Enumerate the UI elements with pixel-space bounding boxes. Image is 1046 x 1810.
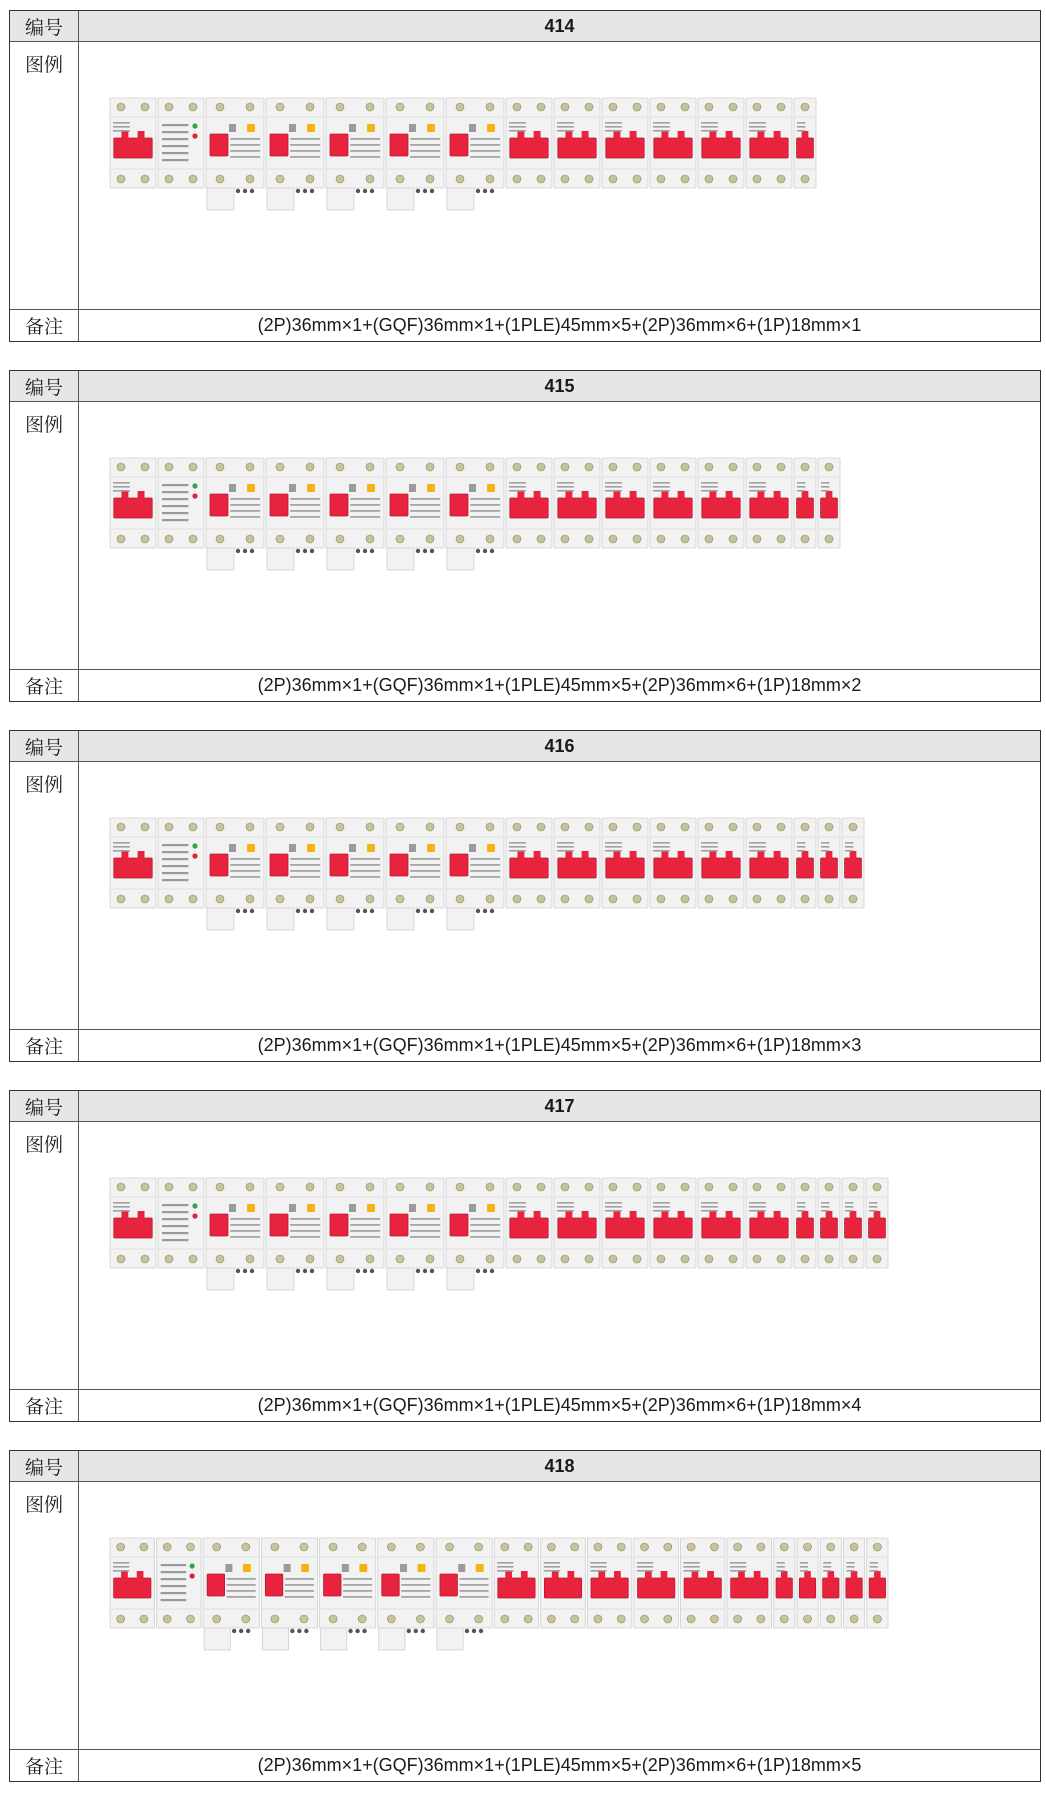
breaker-module-1p: [794, 1178, 816, 1268]
number-label: 编号: [10, 1451, 79, 1482]
remark-label: 备注: [10, 1750, 79, 1781]
breaker-module-1ple: [203, 1538, 259, 1650]
breaker-module-1ple: [386, 818, 444, 930]
breaker-module-1p: [842, 818, 864, 908]
module-row: [110, 1178, 888, 1290]
breaker-module-1p: [820, 1538, 841, 1628]
breaker-module-2p: [634, 1538, 679, 1628]
breaker-module-1ple: [446, 98, 504, 210]
breaker-module-1ple: [206, 1178, 264, 1290]
breaker-diagram: [79, 1482, 1040, 1750]
breaker-module-2p: [650, 98, 696, 188]
breaker-module-1ple: [446, 458, 504, 570]
breaker-module-gqf: [158, 1178, 204, 1268]
spec-table: [9, 370, 1041, 702]
breaker-module-1ple: [386, 458, 444, 570]
breaker-module-gqf: [157, 1538, 202, 1628]
number-label: 编号: [10, 1091, 79, 1122]
breaker-module-2p: [110, 1178, 156, 1268]
breaker-module-2p: [506, 818, 552, 908]
breaker-diagram: [79, 762, 1040, 1030]
breaker-module-1ple: [386, 1178, 444, 1290]
number-label: 编号: [10, 731, 79, 762]
figure-cell: [79, 1482, 1040, 1750]
breaker-diagram: [79, 42, 1040, 310]
breaker-module-1p: [794, 98, 816, 188]
breaker-module-2p: [602, 458, 648, 548]
config-number: 418: [79, 1451, 1040, 1482]
breaker-module-1p: [818, 1178, 840, 1268]
breaker-module-1ple: [446, 818, 504, 930]
module-row: [110, 98, 816, 210]
module-row: [110, 1538, 888, 1650]
breaker-module-2p: [506, 1178, 552, 1268]
breaker-module-gqf: [158, 458, 204, 548]
config-number: 417: [79, 1091, 1040, 1122]
remark-text: (2P)36mm×1+(GQF)36mm×1+(1PLE)45mm×5+(2P)36mm×6+(1P)18mm×2: [257, 675, 862, 695]
breaker-module-2p: [698, 818, 744, 908]
remark-label: 备注: [10, 1030, 79, 1061]
breaker-module-2p: [650, 458, 696, 548]
breaker-module-2p: [554, 1178, 600, 1268]
breaker-module-2p: [746, 818, 792, 908]
breaker-module-1ple: [266, 818, 324, 930]
figure-cell: [79, 1122, 1040, 1390]
breaker-module-2p: [110, 818, 156, 908]
breaker-module-1p: [842, 1178, 864, 1268]
breaker-module-2p: [602, 1178, 648, 1268]
number-label: 编号: [10, 371, 79, 402]
breaker-module-1ple: [436, 1538, 492, 1650]
breaker-module-gqf: [158, 98, 204, 188]
figure-label: 图例: [10, 1482, 79, 1750]
breaker-diagram: [79, 402, 1040, 670]
number-label: 编号: [10, 11, 79, 42]
spec-table: [9, 1450, 1041, 1782]
breaker-module-1ple: [206, 458, 264, 570]
breaker-module-1ple: [326, 818, 384, 930]
remark-text: (2P)36mm×1+(GQF)36mm×1+(1PLE)45mm×5+(2P)36mm×6+(1P)18mm×4: [257, 1395, 862, 1415]
breaker-module-2p: [746, 98, 792, 188]
breaker-module-2p: [506, 458, 552, 548]
breaker-module-1p: [818, 818, 840, 908]
breaker-module-1p: [867, 1538, 888, 1628]
remark-text: (2P)36mm×1+(GQF)36mm×1+(1PLE)45mm×5+(2P)36mm×6+(1P)18mm×1: [257, 315, 862, 335]
breaker-module-2p: [698, 1178, 744, 1268]
breaker-module-2p: [554, 818, 600, 908]
breaker-module-1p: [774, 1538, 795, 1628]
config-number: 415: [79, 371, 1040, 402]
breaker-module-2p: [506, 98, 552, 188]
breaker-module-1p: [797, 1538, 818, 1628]
breaker-module-2p: [602, 98, 648, 188]
breaker-module-1ple: [206, 818, 264, 930]
breaker-module-2p: [494, 1538, 539, 1628]
config-number: 416: [79, 731, 1040, 762]
figure-label: 图例: [10, 42, 79, 310]
breaker-module-2p: [698, 98, 744, 188]
breaker-module-2p: [602, 818, 648, 908]
config-number: 414: [79, 11, 1040, 42]
figure-cell: [79, 762, 1040, 1030]
breaker-module-1p: [818, 458, 840, 548]
breaker-module-2p: [680, 1538, 725, 1628]
breaker-module-2p: [110, 1538, 155, 1628]
figure-cell: [79, 402, 1040, 670]
breaker-module-2p: [554, 458, 600, 548]
breaker-module-1ple: [206, 98, 264, 210]
breaker-module-1ple: [386, 98, 444, 210]
remark-label: 备注: [10, 310, 79, 341]
breaker-module-1ple: [326, 1178, 384, 1290]
breaker-module-1ple: [266, 458, 324, 570]
breaker-module-2p: [698, 458, 744, 548]
breaker-module-1p: [866, 1178, 888, 1268]
breaker-module-1p: [794, 458, 816, 548]
breaker-module-2p: [587, 1538, 632, 1628]
breaker-module-1ple: [378, 1538, 434, 1650]
spec-tables: [9, 10, 1041, 1810]
breaker-module-1p: [843, 1538, 864, 1628]
breaker-module-2p: [650, 818, 696, 908]
breaker-module-2p: [554, 98, 600, 188]
breaker-module-gqf: [158, 818, 204, 908]
breaker-module-1ple: [446, 1178, 504, 1290]
breaker-module-2p: [746, 1178, 792, 1268]
module-row: [110, 818, 864, 930]
breaker-module-1ple: [326, 458, 384, 570]
breaker-module-2p: [650, 1178, 696, 1268]
figure-label: 图例: [10, 1122, 79, 1390]
breaker-module-2p: [541, 1538, 586, 1628]
module-row: [110, 458, 840, 570]
breaker-module-2p: [110, 458, 156, 548]
remark-text: (2P)36mm×1+(GQF)36mm×1+(1PLE)45mm×5+(2P)36mm×6+(1P)18mm×3: [257, 1035, 862, 1055]
breaker-diagram: [79, 1122, 1040, 1390]
breaker-module-2p: [727, 1538, 772, 1628]
breaker-module-1ple: [266, 1178, 324, 1290]
remark-label: 备注: [10, 1390, 79, 1421]
figure-label: 图例: [10, 762, 79, 1030]
spec-table: [9, 1090, 1041, 1422]
remark-label: 备注: [10, 670, 79, 701]
breaker-module-1ple: [261, 1538, 317, 1650]
figure-label: 图例: [10, 402, 79, 670]
breaker-module-2p: [110, 98, 156, 188]
breaker-module-1ple: [320, 1538, 376, 1650]
remark-text: (2P)36mm×1+(GQF)36mm×1+(1PLE)45mm×5+(2P)36mm×6+(1P)18mm×5: [257, 1755, 862, 1775]
breaker-module-1ple: [266, 98, 324, 210]
figure-cell: [79, 42, 1040, 310]
spec-table: [9, 730, 1041, 1062]
breaker-module-2p: [746, 458, 792, 548]
breaker-module-1ple: [326, 98, 384, 210]
breaker-module-1p: [794, 818, 816, 908]
spec-table: [9, 10, 1041, 342]
